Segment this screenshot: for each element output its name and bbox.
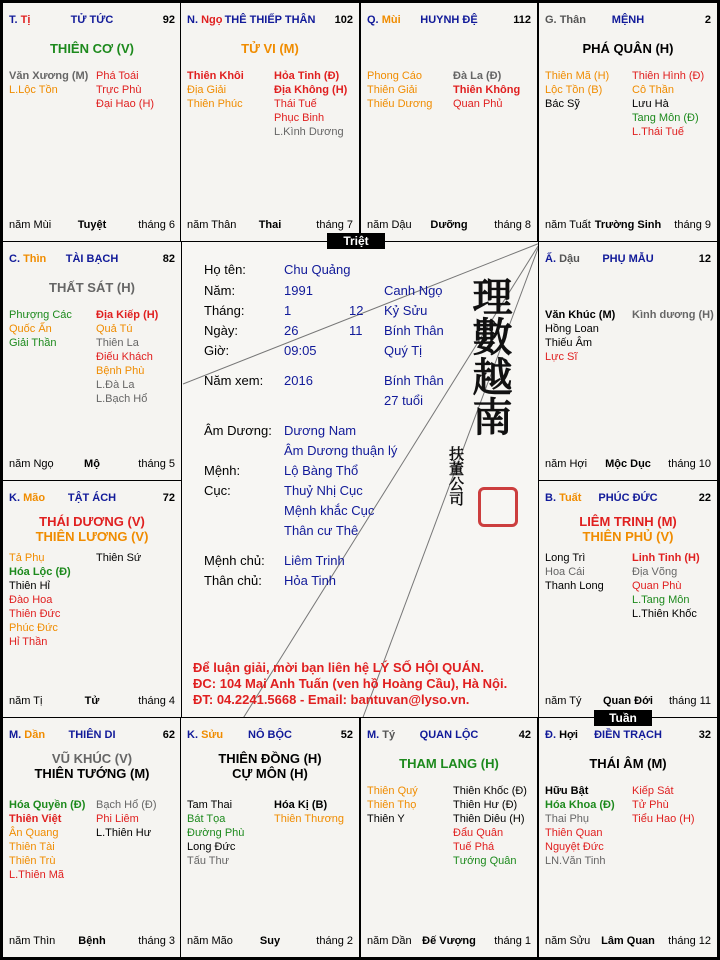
main-star: LIÊM TRINH (M)	[579, 514, 677, 529]
cuc-value: Thuỷ Nhị Cục	[284, 483, 363, 498]
footer-stage: Thai	[258, 219, 282, 231]
right-stars	[453, 69, 520, 111]
palace-footer	[545, 695, 711, 708]
footer-year: năm Thìn	[9, 935, 56, 947]
star-item: Phúc Đức	[9, 622, 58, 634]
star-item: Địa Giải	[187, 84, 227, 96]
footer-stage: Quan Đới	[603, 695, 653, 707]
star-item: Bệnh Phù	[96, 365, 145, 377]
palace-house: HUYNH ĐỆ	[420, 14, 478, 26]
star-item: L.Lộc Tồn	[9, 84, 58, 96]
star-item: Thiên Phúc	[187, 98, 243, 110]
palace-chi: Mão	[23, 492, 46, 504]
contact-line-3: ĐT: 04.2241.5668 - Email: bantuvan@lyso.vn.	[193, 692, 470, 707]
star-item: Văn Xương (M)	[9, 70, 89, 82]
right-stars	[632, 784, 695, 826]
ngay-al-value: 11	[349, 323, 363, 338]
star-item: Phi Liêm	[96, 813, 139, 825]
palace-chi: Tý	[382, 729, 396, 741]
footer-month: tháng 4	[138, 695, 175, 707]
palace-header	[545, 14, 711, 28]
palace-footer	[187, 935, 353, 948]
than-chu-label: Thân chủ:	[204, 573, 262, 588]
star-item: Long Đức	[187, 841, 236, 853]
palace-house: QUAN LỘC	[419, 729, 479, 741]
star-item: Quan Phù	[632, 580, 682, 592]
ho-ten-value: Chu Quảng	[284, 262, 351, 277]
footer-stage: Lâm Quan	[601, 935, 655, 947]
palace-house: THÊ THIẾP THÂN	[224, 14, 316, 26]
footer-stage: Mộ	[84, 458, 100, 470]
star-item: Bát Tọa	[187, 813, 226, 825]
star-item: Thiên Sứ	[96, 552, 142, 564]
palace-cell	[180, 717, 360, 958]
nam-xem-value: 2016	[284, 373, 313, 388]
star-item: Thiên Tài	[9, 841, 55, 853]
palace-header	[367, 14, 531, 28]
star-item: Phượng Các	[9, 309, 72, 321]
palace-can: M.	[367, 729, 380, 741]
palace-can: T.	[9, 14, 18, 26]
red-seal	[478, 487, 518, 527]
palace-number: 72	[162, 492, 175, 504]
menh-chu-value: Liêm Trinh	[284, 553, 345, 568]
star-item: Đường Phù	[187, 827, 245, 839]
ngay-value: 26	[284, 323, 299, 338]
palace-chi: Dần	[24, 729, 46, 741]
star-item: Thai Phụ	[545, 813, 590, 825]
left-stars	[187, 69, 244, 111]
palace-footer	[367, 219, 531, 232]
thang-label: Tháng:	[204, 303, 245, 318]
star-item: Tả Phụ	[9, 552, 45, 564]
thang-al-value: 12	[349, 303, 364, 318]
star-item: L.Đà La	[96, 379, 135, 391]
palace-footer	[545, 458, 711, 471]
palace-number: 82	[162, 253, 175, 265]
palace-chi: Dậu	[559, 253, 580, 265]
palace-footer	[187, 219, 353, 232]
palace-chi: Tị	[20, 14, 31, 26]
thang-can-value: Kỷ Sửu	[384, 303, 428, 318]
main-star: TỬ VI (M)	[241, 41, 299, 56]
palace-house: NÔ BỘC	[248, 729, 292, 741]
palace-header	[545, 492, 711, 506]
palace-chi: Tuất	[559, 492, 582, 504]
star-item: Trực Phù	[96, 84, 142, 96]
palace-header	[187, 729, 353, 743]
main-star: THIÊN ĐỒNG (H)	[218, 751, 322, 766]
star-item: Bạch Hổ (Đ)	[96, 799, 157, 811]
star-item: Thiên Mã (H)	[545, 70, 610, 82]
footer-stage: Dưỡng	[430, 219, 468, 231]
footer-stage: Trường Sinh	[594, 219, 662, 231]
star-item: L.Thiên Khốc	[632, 608, 697, 620]
footer-year: năm Tý	[545, 695, 582, 707]
left-stars	[9, 69, 88, 97]
palace-cell	[538, 2, 718, 242]
star-item: Hóa Kị (B)	[274, 799, 328, 811]
star-item: Thiên Không	[453, 84, 521, 96]
footer-year: năm Mão	[187, 935, 233, 947]
palace-house: TẬT ÁCH	[67, 492, 117, 504]
left-stars	[545, 308, 615, 364]
right-stars	[96, 308, 158, 406]
palace-house: PHỤ MẪU	[602, 253, 654, 265]
star-item: Bác Sỹ	[545, 98, 580, 110]
palace-chi: Sửu	[201, 729, 224, 741]
palace-house: ĐIỀN TRẠCH	[594, 729, 662, 741]
palace-footer	[9, 695, 175, 708]
footer-month: tháng 5	[138, 458, 175, 470]
footer-month: tháng 3	[138, 935, 175, 947]
star-item: Hóa Khoa (Đ)	[545, 799, 615, 811]
star-item: Tang Môn (Đ)	[632, 112, 699, 124]
palace-cell	[2, 2, 182, 242]
star-item: L.Tang Môn	[632, 594, 690, 606]
main-star: THIÊN PHỦ (V)	[582, 529, 674, 544]
star-item: Thiên Giải	[367, 84, 418, 96]
right-stars	[274, 69, 347, 139]
main-star: THIÊN LƯƠNG (V)	[35, 529, 149, 544]
than-chu-value: Hỏa Tinh	[284, 573, 337, 588]
main-star: THẤT SÁT (H)	[49, 280, 135, 295]
palace-cell	[538, 480, 718, 718]
star-item: Hồng Loan	[545, 323, 599, 335]
palace-footer	[545, 935, 711, 948]
gio-label: Giờ:	[204, 343, 230, 358]
right-stars	[274, 798, 344, 826]
gio-can-value: Quý Tị	[384, 343, 423, 358]
star-item: Kình dương (H)	[632, 309, 714, 321]
footer-month: tháng 7	[316, 219, 353, 231]
left-stars	[367, 69, 432, 111]
palace-header	[9, 253, 175, 267]
right-stars	[453, 784, 527, 868]
left-stars	[9, 551, 71, 649]
palace-chi: Ngọ	[201, 14, 223, 26]
ngay-label: Ngày:	[204, 323, 238, 338]
palace-can: K.	[9, 492, 20, 504]
palace-header	[545, 253, 711, 267]
star-item: Đẩu Quân	[453, 827, 504, 839]
star-item: Giải Thần	[9, 337, 57, 349]
right-stars	[632, 308, 714, 322]
palace-footer	[545, 219, 711, 232]
palace-chi: Thìn	[23, 253, 47, 265]
star-item: Địa Kiếp (H)	[96, 309, 159, 321]
palace-cell	[538, 717, 718, 958]
palace-footer	[367, 935, 531, 948]
palace-number: 112	[513, 14, 531, 26]
star-item: Đào Hoa	[9, 594, 53, 606]
footer-year: năm Mùi	[9, 219, 52, 231]
nam-value: 1991	[284, 283, 313, 298]
star-item: Hóa Quyền (Đ)	[9, 799, 86, 811]
palace-number: 62	[162, 729, 175, 741]
footer-year: năm Ngọ	[9, 458, 54, 470]
star-item: Hỉ Thần	[9, 636, 48, 648]
palace-can: M.	[9, 729, 22, 741]
cuc-value-2: Mệnh khắc Cục	[284, 503, 375, 518]
cuc-label: Cục:	[204, 483, 231, 498]
footer-stage: Tử	[84, 695, 100, 707]
palace-number: 12	[698, 253, 711, 265]
gio-value: 09:05	[284, 343, 317, 358]
palace-can: Đ.	[545, 729, 556, 741]
star-item: LN.Văn Tinh	[545, 855, 606, 867]
main-star: CỰ MÔN (H)	[232, 766, 308, 781]
right-stars	[632, 551, 700, 621]
star-item: L.Thiên Hư	[96, 827, 152, 839]
palace-chi: Thân	[559, 14, 586, 26]
footer-stage: Đế Vượng	[422, 935, 476, 947]
palace-can: N.	[187, 14, 198, 26]
star-item: Lộc Tồn (B)	[545, 84, 603, 96]
star-item: Phong Cáo	[367, 70, 423, 82]
star-item: Thiếu Dương	[367, 98, 433, 110]
star-item: Thiên Đức	[9, 608, 61, 620]
star-item: Đà La (Đ)	[453, 70, 502, 82]
palace-cell	[2, 480, 182, 718]
menh-label: Mệnh:	[204, 463, 241, 478]
left-stars	[9, 798, 85, 882]
palace-cell	[538, 241, 718, 481]
left-stars	[545, 551, 604, 593]
star-item: Linh Tinh (H)	[632, 552, 700, 564]
main-star: PHÁ QUÂN (H)	[582, 41, 674, 56]
palace-can: B.	[545, 492, 556, 504]
star-item: Hữu Bật	[545, 785, 589, 797]
main-star: THAM LANG (H)	[399, 756, 499, 771]
star-item: Thiên Khôi	[187, 70, 244, 82]
star-item: Thiên Quan	[545, 827, 603, 839]
footer-year: năm Tị	[9, 695, 43, 707]
star-item: Quan Phủ	[453, 98, 503, 110]
star-item: L.Thiên Mã	[9, 869, 65, 881]
palace-cell	[360, 2, 538, 242]
cuc-value-3: Thân cư Thê	[284, 523, 359, 538]
right-stars	[632, 69, 704, 139]
star-item: L.Kình Dương	[274, 126, 344, 138]
nam-can-value: Canh Ngọ	[384, 283, 443, 298]
palace-number: 52	[340, 729, 353, 741]
footer-year: năm Sửu	[545, 935, 591, 947]
footer-month: tháng 9	[674, 219, 711, 231]
star-item: Thiên Y	[367, 813, 405, 825]
tuoi-value: 27 tuổi	[384, 393, 424, 408]
star-item: Thiên Hư (Đ)	[453, 799, 518, 811]
right-stars	[96, 798, 157, 840]
footer-month: tháng 6	[138, 219, 175, 231]
footer-month: tháng 10	[668, 458, 711, 470]
star-item: Thiên Khốc (Đ)	[453, 785, 527, 797]
footer-year: năm Hợi	[545, 458, 588, 470]
star-item: Kiếp Sát	[632, 785, 674, 797]
tuan-tag: Tuần	[594, 710, 652, 726]
star-item: Nguyệt Đức	[545, 841, 604, 853]
footer-year: năm Dậu	[367, 219, 412, 231]
star-item: Thiên Hình (Đ)	[632, 70, 705, 82]
left-stars	[545, 784, 615, 868]
footer-stage: Mộc Dục	[605, 458, 651, 470]
contact-line-1: Để luận giải, mời bạn liên hệ LÝ SỐ HỘI QUÁN.	[193, 660, 484, 675]
star-item: L.Thái Tuế	[632, 126, 684, 138]
star-item: Quả Tú	[96, 323, 133, 335]
star-item: Thiên La	[96, 337, 139, 349]
palace-house: TỬ TỨC	[70, 14, 114, 26]
palace-header	[9, 729, 175, 743]
palace-house: THIÊN DI	[68, 729, 116, 741]
palace-chi: Hợi	[559, 729, 578, 741]
palace-can: G.	[545, 14, 557, 26]
main-star: VŨ KHÚC (V)	[51, 751, 133, 766]
palace-number: 92	[162, 14, 175, 26]
star-item: Điếu Khách	[96, 351, 153, 363]
menh-chu-label: Mệnh chủ:	[204, 553, 265, 568]
left-stars	[9, 308, 72, 350]
footer-stage: Tuyệt	[77, 219, 107, 231]
star-item: Thiên Hỉ	[9, 580, 50, 592]
triet-tag: Triệt	[327, 233, 385, 249]
main-star: THÁI ÂM (M)	[589, 756, 667, 771]
palace-header	[187, 14, 353, 28]
star-item: Long Trì	[545, 552, 586, 564]
star-item: Tam Thai	[187, 799, 233, 811]
star-item: Tuế Phá	[453, 841, 495, 853]
star-item: Thiên Thương	[274, 813, 345, 825]
star-item: Quốc Ấn	[9, 323, 52, 335]
footer-month: tháng 2	[316, 935, 353, 947]
star-item: Hoa Cái	[545, 566, 585, 578]
star-item: L.Bạch Hổ	[96, 393, 148, 405]
star-item: Thái Tuế	[274, 98, 317, 110]
palace-house: MỆNH	[611, 14, 645, 26]
palace-number: 32	[698, 729, 711, 741]
am-duong-label: Âm Dương:	[204, 423, 272, 438]
palace-footer	[9, 458, 175, 471]
palace-header	[9, 14, 175, 28]
am-duong-value: Dương Nam	[284, 423, 357, 438]
ho-ten-label: Họ tên:	[204, 262, 246, 277]
footer-year: năm Dần	[367, 935, 412, 947]
star-item: Hỏa Tinh (Đ)	[274, 70, 340, 82]
star-item: Đại Hao (H)	[96, 98, 155, 110]
palace-can: K.	[187, 729, 198, 741]
footer-stage: Bệnh	[78, 935, 106, 947]
palace-number: 102	[334, 14, 353, 26]
star-item: Thiên Thọ	[367, 799, 417, 811]
ngay-can-value: Bính Thân	[384, 323, 444, 338]
palace-header	[545, 729, 711, 743]
footer-month: tháng 8	[494, 219, 531, 231]
star-item: Lưu Hà	[632, 98, 669, 110]
palace-header	[9, 492, 175, 506]
footer-year: năm Tuất	[545, 219, 591, 231]
star-item: Thiếu Âm	[545, 337, 593, 349]
palace-can: Q.	[367, 14, 379, 26]
nam-xem-can-value: Bính Thân	[384, 373, 444, 388]
footer-year: năm Thân	[187, 219, 237, 231]
star-item: Thiên Quý	[367, 785, 418, 797]
star-item: Thiên Diêu (H)	[453, 813, 525, 825]
star-item: Văn Khúc (M)	[545, 309, 616, 321]
palace-cell	[2, 241, 182, 481]
footer-month: tháng 11	[668, 695, 711, 707]
palace-header	[367, 729, 531, 743]
star-item: Tử Phù	[632, 799, 669, 811]
star-item: Lực Sĩ	[545, 351, 578, 363]
footer-stage: Suy	[259, 935, 281, 947]
palace-house: TÀI BẠCH	[65, 253, 119, 265]
star-item: Phá Toái	[96, 70, 139, 82]
palace-can: C.	[9, 253, 20, 265]
main-star: THIÊN CƠ (V)	[49, 41, 135, 56]
am-duong-value-2: Âm Dương thuận lý	[284, 443, 398, 458]
star-item: Ân Quang	[9, 827, 59, 839]
right-stars	[96, 69, 154, 111]
palace-can: Ấ.	[545, 253, 556, 265]
nam-xem-label: Năm xem:	[204, 373, 264, 388]
main-star: THÁI DƯƠNG (V)	[39, 514, 145, 529]
star-item: Thanh Long	[545, 580, 604, 592]
palace-number: 42	[518, 729, 531, 741]
star-item: Phục Binh	[274, 112, 325, 124]
palace-number: 22	[698, 492, 711, 504]
star-item: Cô Thần	[632, 84, 674, 96]
palace-chi: Mùi	[381, 14, 401, 26]
star-item: Địa Võng	[632, 566, 678, 578]
left-stars	[545, 69, 609, 111]
right-stars	[96, 551, 141, 565]
calligraphy-small: 扶董公司	[447, 446, 465, 506]
palace-footer	[9, 935, 175, 948]
contact-line-2: ĐC: 104 Mai Anh Tuấn (ven hồ Hoàng Cầu), Hà Nội.	[193, 676, 508, 691]
calligraphy-title: 理數越南	[466, 276, 513, 436]
palace-cell	[180, 2, 360, 242]
palace-cell	[2, 717, 182, 958]
star-item: Tướng Quân	[453, 855, 517, 867]
footer-month: tháng 1	[494, 935, 531, 947]
star-item: Tiểu Hao (H)	[632, 813, 695, 825]
left-stars	[367, 784, 418, 826]
left-stars	[187, 798, 244, 868]
palace-cell	[360, 717, 538, 958]
star-item: Thiên Việt	[9, 813, 62, 825]
palace-number: 2	[704, 14, 711, 26]
star-item: Hóa Lộc (Đ)	[9, 566, 71, 578]
nam-label: Năm:	[204, 283, 236, 298]
main-star: THIÊN TƯỚNG (M)	[34, 766, 150, 781]
star-item: Địa Không (H)	[274, 84, 348, 96]
footer-month: tháng 12	[668, 935, 711, 947]
star-item: Tấu Thư	[187, 855, 230, 867]
palace-house: PHÚC ĐỨC	[598, 492, 658, 504]
thang-value: 1	[284, 303, 292, 318]
star-item: Thiên Trù	[9, 855, 56, 867]
menh-value: Lộ Bàng Thổ	[284, 463, 359, 478]
palace-footer	[9, 219, 175, 232]
